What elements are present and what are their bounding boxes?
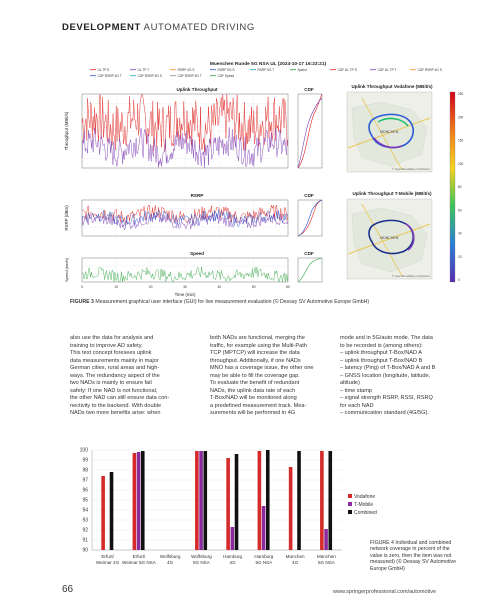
- y-tick: 96: [82, 487, 88, 494]
- map-vodafone-title: Uplink Throughput Vodafone (MBit/s): [351, 84, 433, 89]
- legend-item: UL TP S: [97, 68, 110, 72]
- rsrp-plot: [82, 200, 288, 236]
- speed-panel-title: Speed: [190, 251, 204, 256]
- colorbar-tick: 20: [458, 254, 462, 259]
- figure-3-gui: [62, 58, 474, 297]
- y-tick: 95: [82, 497, 88, 504]
- figure-3-legend: [90, 68, 442, 78]
- legend-item: RSRP 4G S: [177, 68, 195, 72]
- category-label: Erfurt/: [132, 554, 146, 559]
- y-tick: 94: [82, 507, 88, 514]
- figure-4: [62, 440, 377, 580]
- legend-item: CDF RSRP 4G S: [417, 68, 442, 72]
- legend-swatch: [348, 502, 352, 506]
- bar-combined: [235, 454, 239, 550]
- figure-3-main-title: Muenchen Runde 5G NSA UL (2024-10-17 16:23:21): [209, 62, 327, 67]
- figure-4-bar-chart: [62, 440, 377, 580]
- colorbar-tick: 80: [458, 185, 462, 189]
- legend-item: CDF RSRP 5G T: [177, 74, 202, 78]
- category-label: 5G NSA: [192, 560, 210, 565]
- throughput-ylabel: Throughput (MBit/s): [64, 111, 69, 151]
- rsrp-ylabel: RSRP (dBm): [64, 205, 69, 231]
- map-city-label-2: MÜNCHEN: [380, 236, 399, 240]
- bar-combined: [110, 472, 114, 550]
- figure-3-caption-num: FIGURE 3: [70, 299, 94, 305]
- body-column-1: [70, 335, 188, 418]
- page-number: 66: [62, 584, 74, 595]
- y-tick: 97: [82, 477, 88, 484]
- bar-t-mobile: [231, 527, 235, 550]
- bar-t-mobile: [199, 451, 203, 550]
- category-label: Wolfsburg: [159, 554, 181, 559]
- bar-vodafone: [258, 451, 262, 550]
- figure-4-caption: FIGURE 4 Individual and combined network coverage in percent of the value is zero, then the item was not measured) (© Dessay SV Automotive Europe GmbH): [370, 540, 456, 572]
- legend-label: T-Mobile: [354, 502, 374, 508]
- category-label: 4G: [229, 560, 236, 565]
- map-vodafone: [347, 92, 432, 172]
- rsrp-panel-title: RSRP: [190, 193, 204, 198]
- colorbar-tick: 100: [458, 161, 464, 166]
- body-column-3: [340, 335, 470, 418]
- time-tick: 10: [114, 285, 119, 289]
- figure-3: [62, 58, 474, 297]
- legend-item: UL TP T: [137, 68, 150, 72]
- cdf-title-2: CDF: [304, 193, 314, 198]
- colorbar-tick: 0: [458, 278, 460, 282]
- category-label: 4G: [167, 560, 174, 565]
- cdf-plot-1: [298, 94, 322, 168]
- map-tmobile-title: Uplink Throughput T-Mobile (MBit/s): [352, 191, 432, 196]
- bar-combined: [328, 451, 332, 550]
- y-tick: 100: [79, 447, 88, 454]
- y-tick: 91: [82, 537, 88, 544]
- legend-swatch: [348, 510, 352, 514]
- legend-label: Combined: [354, 510, 377, 516]
- legend-item: CDF UL TP S: [337, 68, 357, 72]
- legend-label: Vodafone: [354, 494, 376, 500]
- body-column-2: [210, 335, 328, 418]
- time-tick: 60: [286, 285, 290, 289]
- legend-item: CDF Speed: [217, 74, 235, 78]
- category-label: 5G NSA: [317, 560, 335, 565]
- cdf-plot-2: [298, 200, 322, 236]
- bar-combined: [266, 450, 270, 550]
- page-header: [62, 22, 255, 33]
- legend-item: CDF RSRP 4G T: [97, 74, 122, 78]
- bar-vodafone: [133, 453, 137, 550]
- legend-item: RSRP 5G S: [217, 68, 235, 72]
- time-tick: 40: [217, 285, 222, 289]
- body-column-1-text: also use the data for analysis and training to improve AD safety. This test concept foresees uplink data measurements mainly in major German cities, rural areas and high- ways. The redundancy aspect of the two NADs is mainly to ensure fail safety: If one NAD is not functional, the other NAD can still ensure data con- nectivity to the backend. With double NADs two more benefits arise: when: [70, 335, 170, 416]
- header-topic: AUTOMATED DRIVING: [143, 22, 255, 33]
- speed-ylabel: Speed (km/h): [64, 257, 69, 283]
- colorbar-tick: 150: [458, 138, 464, 143]
- bar-t-mobile: [324, 529, 328, 550]
- colorbar-ticks: [458, 92, 464, 282]
- legend-swatch: [348, 494, 352, 498]
- legend-item: Speed: [297, 68, 307, 72]
- map-credit-2: © OpenStreetMap contributors: [392, 274, 430, 278]
- legend-item: CDF UL TP T: [377, 68, 397, 72]
- colorbar: [450, 92, 455, 282]
- y-tick: 90: [82, 547, 88, 554]
- category-label: München: [285, 554, 305, 559]
- category-label: 5G NSA: [255, 560, 273, 565]
- map-tmobile: [347, 199, 432, 279]
- category-label: 4G: [292, 560, 299, 565]
- speed-plot: [82, 258, 288, 282]
- throughput-panel-title: Uplink Throughput: [176, 87, 218, 92]
- bar-vodafone: [320, 451, 324, 550]
- time-tick: 30: [183, 285, 187, 289]
- category-label: Hamburg: [223, 554, 243, 559]
- bar-vodafone: [289, 467, 293, 550]
- time-tick: 20: [148, 285, 153, 289]
- category-label: Erfurt/: [101, 554, 114, 559]
- bar-combined: [141, 451, 145, 550]
- figure-3-caption-text: Measurement graphical user interface (GUI) for live measurement evaluation (© Dessay SV Automotive Europe GmbH): [95, 299, 370, 305]
- category-label: Weimar 4G: [96, 560, 120, 565]
- time-tick: 0: [81, 285, 83, 289]
- y-tick: 98: [82, 467, 88, 474]
- category-label: Hamburg: [254, 554, 274, 559]
- colorbar-tick: 200: [458, 115, 464, 120]
- colorbar-tick: 40: [458, 231, 462, 236]
- colorbar-tick: 250: [458, 92, 464, 96]
- legend-item: RSRP 5G T: [257, 68, 275, 72]
- body-column-2-text: both NADs are functional, merging the traffic, for example using the Multi-Path TCP (MPTCP) will increase the data throughput. Additionally, if one NADs MNO has a coverage issue, the other one may be able to fill the coverage gap. To evaluate the benefit of redundant NADs, the uplink data rate of each T-Box/NAD will be monitored along a predefined measurement track. Mea- surements will be performed in 4G: [210, 335, 314, 416]
- time-axis-label: Time (min): [174, 292, 196, 297]
- y-tick: 92: [82, 527, 88, 534]
- y-tick: 93: [82, 517, 88, 524]
- category-label: Wolfsburg: [191, 554, 212, 559]
- bar-vodafone: [195, 451, 199, 550]
- legend-item: CDF RSRP 5G S: [137, 74, 162, 78]
- throughput-plot: [82, 94, 288, 168]
- map-city-label-1: MÜNCHEN: [380, 130, 399, 134]
- bar-t-mobile: [137, 452, 141, 550]
- bar-combined: [297, 451, 301, 550]
- footer-url: www.springerprofessional.com/automotive: [333, 589, 437, 595]
- body-column-3-text: mode and in 5G/auto mode. The data to be recorded is (among others): – uplink throughput T-Box/NAD A – uplink throughput T-Box/NAD B – latency (Ping) of T-Box/NAD A and B – GNSS location (longitude, latitude, altitude) – time stamp – signal strength RSRP, RSSI, RSRQ for each NAD – communication standard (4G/5G).: [340, 335, 436, 416]
- header-section: DEVELOPMENT: [62, 22, 141, 33]
- bar-combined: [203, 451, 207, 550]
- cdf-title-1: CDF: [304, 87, 314, 92]
- category-label: München: [316, 554, 336, 559]
- y-tick: 99: [82, 457, 88, 464]
- time-tick: 50: [251, 285, 256, 289]
- bar-vodafone: [226, 458, 230, 550]
- bar-t-mobile: [262, 506, 266, 550]
- colorbar-tick: 60: [458, 208, 462, 213]
- category-label: Weimar 5G NSA: [121, 560, 156, 565]
- bar-vodafone: [101, 476, 105, 550]
- figure-3-caption: [70, 299, 470, 305]
- map-credit-1: © OpenStreetMap contributors: [392, 167, 430, 171]
- time-axis-ticks: [81, 285, 290, 289]
- cdf-title-3: CDF: [304, 251, 314, 256]
